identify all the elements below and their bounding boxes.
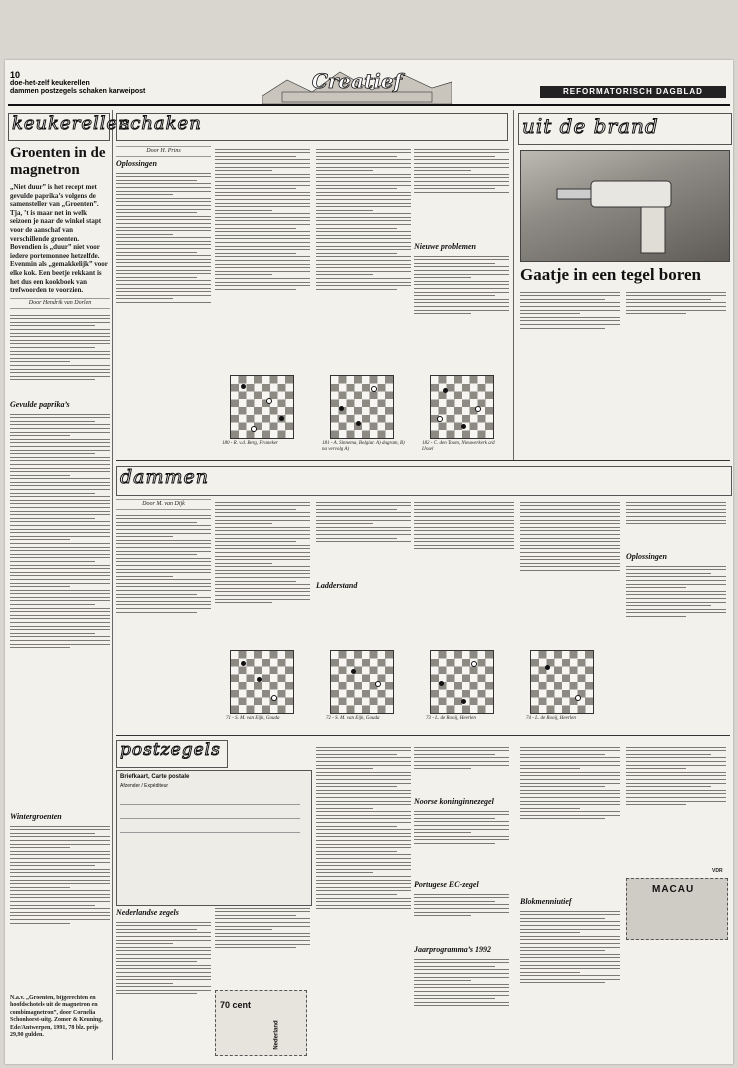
subheading: Noorse koninginnezegel: [414, 797, 494, 806]
subheading: Blokmenniutief: [520, 897, 572, 906]
body-text: [520, 744, 620, 894]
section-title-dammen: dammen: [120, 466, 210, 488]
diagram-caption: 181 - A. Sinnema, Bolgiur. A) dagram, B) na vervolg A): [322, 441, 405, 452]
body-text: [520, 908, 620, 1054]
header-rule: [8, 104, 730, 106]
article-lead: „Niet duur” is het recept met gevulde paprika’s volgens de samensteller van „Groenten”. Tja, ’t is maar net in welk seizoen je naar de winkel stapt voor de aanschaf van verschillende groenten. Bovendien is „duur” niet voor iedere portemonnee hetzelfde. Evenmin als „gemakkelijk” voor elke kok. Een beetje rekkant is het dus een kookboek van trefwoorden te voorzien.: [10, 183, 108, 295]
body-text: [626, 563, 726, 663]
drill-illustration: [521, 151, 729, 261]
ladder-table-rows: [414, 499, 514, 594]
byline: Door H. Prins: [116, 146, 211, 157]
article-headline: Gaatje in een tegel boren: [520, 265, 701, 284]
book-note: N.a.v. „Groenten, bijgerechten en hoofdschotels uit de magnetron en combimagnetron”, door Cornelia Schonhorst-uitg. Zomer & Keuning, Ede/Antwerpen, 1991, 78 blz. prijs 29,90 gulden.: [10, 995, 103, 1039]
body-text: [316, 499, 411, 579]
diagram-caption: 72 - S. M. van Eijk, Gouda: [326, 716, 380, 721]
address-line: [120, 818, 300, 819]
header-subtitle: [10, 80, 145, 96]
stamp-value: 70 cent: [220, 1000, 252, 1010]
subheading: Nederlandse zegels: [116, 908, 179, 917]
diagram-caption: 182 - C. den Toom, Nieuwerkerk a/d IJssel: [422, 441, 495, 452]
subheading: Nieuwe problemen: [414, 242, 476, 251]
subtitle-line-1: doe-het-zelf keukerellen: [10, 80, 90, 87]
diagram-caption: 74 - L. de Rooij, Heerlen: [526, 716, 576, 721]
body-text: [116, 170, 211, 400]
body-text: [116, 512, 211, 690]
draughts-diagram-73: [430, 650, 494, 714]
subheading: Portugese EC-zegel: [414, 880, 479, 889]
stamp-country: Nederland: [273, 1020, 280, 1050]
section-title-uit-de-brand: uit de brand: [522, 114, 659, 138]
draughts-diagram-74: [530, 650, 594, 714]
body-text: [316, 146, 411, 401]
draughts-diagram-71: [230, 650, 294, 714]
diagram-caption: 180 - R. v.d. Berg, Franeker: [222, 441, 278, 446]
body-text: [626, 744, 726, 864]
section-rule: [116, 735, 730, 736]
page-number: 10: [10, 70, 21, 80]
body-text: [414, 808, 509, 878]
body-text: [626, 289, 726, 344]
chess-diagram-180: [230, 375, 294, 439]
section-title-keukerellen: keukerellen: [12, 113, 131, 134]
subheading: Oplossingen: [626, 552, 667, 561]
article-headline: Groenten in de magnetron: [10, 145, 106, 178]
subtitle-line-2: dammen postzegels schaken karweipost: [10, 88, 146, 95]
address-line: [120, 832, 300, 833]
body-text: [316, 744, 411, 1054]
postcard-sublabel: Afzender / Expéditeur: [120, 783, 169, 789]
column-divider: [513, 110, 514, 460]
vdr-credit: VDR: [712, 868, 723, 874]
chess-diagram-182: [430, 375, 494, 439]
body-text: [10, 823, 110, 993]
body-text: [116, 919, 211, 1059]
body-text: [414, 891, 509, 943]
address-line: [120, 804, 300, 805]
column-divider: [112, 110, 113, 1060]
ladder-table-rows: [520, 499, 620, 634]
subheading: Wintergroenten: [10, 812, 62, 821]
subheading: Ladderstand: [316, 581, 358, 590]
subheading: Jaarprogramma’s 1992: [414, 945, 491, 954]
body-text: [414, 956, 509, 1054]
macau-stamp-label: MACAU: [652, 884, 695, 895]
body-text: [414, 253, 509, 373]
diagram-caption: 71 - S. M. van Eijk, Gouda: [226, 716, 280, 721]
section-rule: [116, 460, 730, 461]
body-text: [10, 411, 110, 809]
body-text: [414, 744, 509, 794]
section-title-schaken: schaken: [120, 113, 202, 134]
svg-text:Creatief: Creatief: [311, 69, 403, 93]
section-title-postzegels: postzegels: [120, 740, 221, 760]
chess-diagram-181: [330, 375, 394, 439]
ladder-table-rows: [626, 499, 726, 549]
draughts-diagram-72: [330, 650, 394, 714]
byline: Door Hendrik van Dorlen: [10, 298, 110, 309]
subheading: Gevulde paprika’s: [10, 400, 70, 409]
paper-name: REFORMATORISCH DAGBLAD: [540, 86, 726, 98]
body-text: [215, 905, 310, 987]
body-text: [10, 312, 110, 397]
body-text: [414, 146, 509, 236]
body-text: [520, 289, 620, 369]
diagram-caption: 73 - L. de Rooij, Heerlen: [426, 716, 476, 721]
postcard-label: Briefkaart, Carte postale: [120, 774, 190, 780]
creatief-logo: [262, 62, 452, 104]
body-text: [215, 146, 310, 401]
postcard-image: [116, 770, 312, 906]
byline: Door M. van Dijk: [116, 499, 211, 510]
subheading: Oplossingen: [116, 159, 157, 168]
drill-photo: [520, 150, 730, 262]
